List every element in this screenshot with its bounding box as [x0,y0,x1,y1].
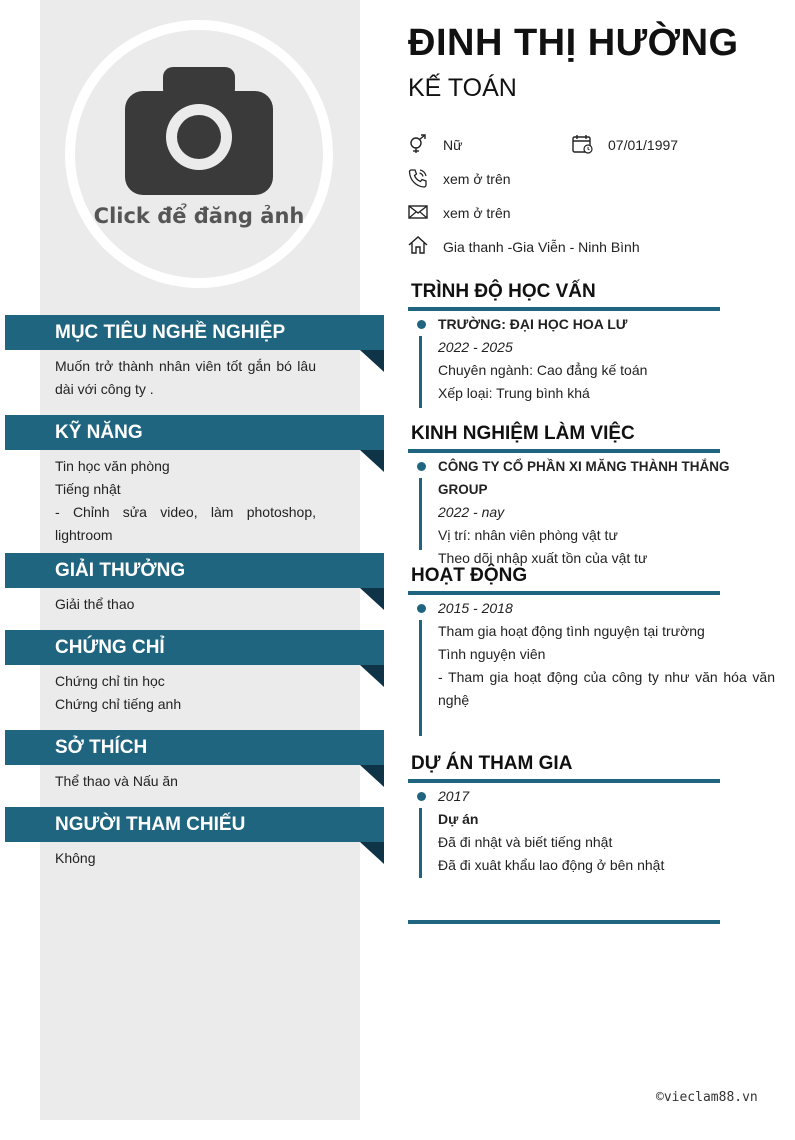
email-value: xem ở trên [443,205,511,221]
objective-text [55,355,316,401]
gender-value: Nữ [443,137,463,153]
ribbon-fold [360,450,384,472]
references-text [55,847,316,870]
certificate-item: Chứng chỉ tin học [55,673,165,689]
school-name: TRƯỜNG: ĐẠI HỌC HOA LƯ [438,316,628,332]
ribbon-fold [360,350,384,372]
education-detail: Xếp loại: Trung bình khá [438,385,590,401]
skill-item: - Chỉnh sửa video, làm photoshop, [55,504,316,520]
section-title-references: NGƯỜI THAM CHIẾU [5,807,384,842]
section-divider [408,591,720,595]
timeline-line [419,336,422,408]
timeline-dot [417,462,426,471]
timeline-line [419,808,422,878]
company-name: CÔNG TY CỔ PHẦN XI MĂNG THÀNH THẮNG GROUP [438,459,730,497]
email-icon [408,204,428,220]
section-divider [408,307,720,311]
reference-item: Không [55,850,96,866]
avatar-upload[interactable] [65,20,333,288]
ribbon-fold [360,765,384,787]
education-detail: Chuyên ngành: Cao đẳng kế toán [438,362,648,378]
education-entry [438,313,775,405]
section-title-projects: DỰ ÁN THAM GIA [411,753,573,774]
job-title: KẾ TOÁN [408,74,517,102]
activities-period: 2015 - 2018 [438,600,513,616]
gender-icon [408,134,428,154]
section-title-certificates: CHỨNG CHỈ [5,630,384,665]
section-divider [408,449,720,453]
skill-item: Tiếng nhật [55,481,121,497]
project-detail: Đã đi xuât khẩu lao động ở bên nhật [438,857,665,873]
hobbies-text [55,770,316,793]
certificates-text [55,670,316,716]
skill-item: lightroom [55,527,113,543]
experience-detail: Vị trí: nhân viên phòng vật tư [438,527,618,543]
education-period: 2022 - 2025 [438,339,513,355]
timeline-dot [417,320,426,329]
calendar-icon [572,134,594,154]
watermark: ©vieclam88.vn [656,1090,758,1105]
phone-icon [408,168,428,188]
activity-detail: Tình nguyện viên [438,646,546,662]
project-name: Dự án [438,811,479,827]
candidate-name: ĐINH THỊ HƯỜNG [408,22,739,64]
timeline-line [419,478,422,550]
project-detail: Đã đi nhật và biết tiếng nhật [438,834,613,850]
certificate-item: Chứng chỉ tiếng anh [55,696,182,712]
camera-icon [123,65,275,195]
activities-entry [438,597,775,712]
section-title-activities: HOẠT ĐỘNG [411,565,528,586]
objective-line: dài với công ty . [55,381,154,397]
skills-text [55,455,316,547]
hobby-item: Thể thao và Nấu ăn [55,773,178,789]
bottom-divider [408,920,720,924]
section-title-awards: GIẢI THƯỞNG [5,553,384,588]
ribbon-fold [360,665,384,687]
section-divider [408,779,720,783]
award-item: Giải thể thao [55,596,135,612]
objective-line: Muốn trở thành nhân viên tốt gắn bó lâu [55,358,316,374]
experience-detail: Theo dõi nhập xuất tồn của vật tư [438,550,648,566]
activity-detail: nghệ [438,692,470,708]
timeline-line [419,620,422,736]
awards-text [55,593,316,616]
home-icon [408,235,428,255]
section-title-education: TRÌNH ĐỘ HỌC VẤN [411,281,596,302]
activity-detail: - Tham gia hoạt động của công ty như văn hóa văn [438,669,775,685]
birthdate-value: 07/01/1997 [608,137,679,153]
project-period: 2017 [438,788,470,804]
section-title-experience: KINH NGHIỆM LÀM VIỆC [411,423,635,444]
phone-value: xem ở trên [443,171,511,187]
avatar-upload-caption: Click để đăng ảnh [93,204,305,228]
skill-item: Tin học văn phòng [55,458,170,474]
experience-entry [438,455,775,570]
section-title-objective: MỤC TIÊU NGHỀ NGHIỆP [5,315,384,350]
address-value: Gia thanh -Gia Viễn - Ninh Bình [443,239,640,255]
ribbon-fold [360,588,384,610]
projects-entry [438,785,775,877]
section-title-skills: KỸ NĂNG [5,415,384,450]
experience-period: 2022 - nay [438,504,505,520]
timeline-dot [417,604,426,613]
activity-detail: Tham gia hoạt động tình nguyện tại trường [438,623,705,639]
ribbon-fold [360,842,384,864]
timeline-dot [417,792,426,801]
section-title-hobbies: SỞ THÍCH [5,730,384,765]
